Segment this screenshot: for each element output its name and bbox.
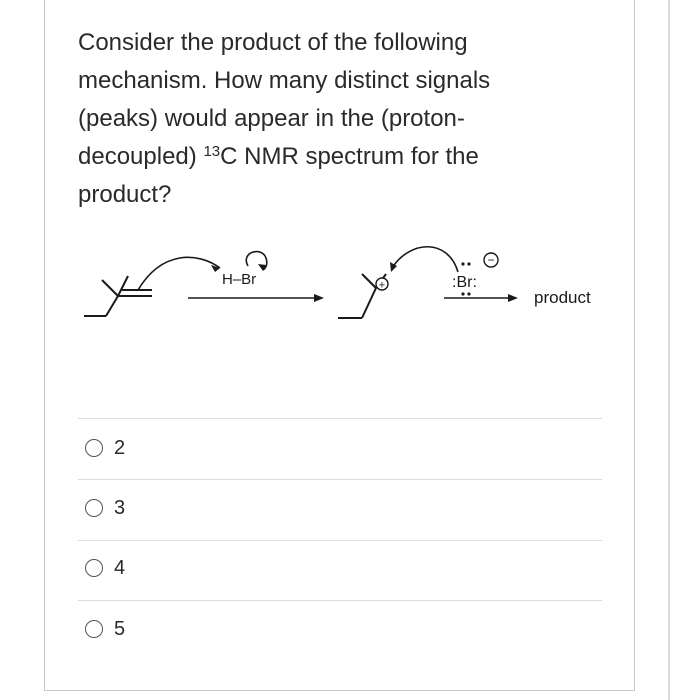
product-label: product: [534, 288, 591, 307]
reagent-hbr: H–Br: [222, 271, 257, 288]
curved-arrow-1: [138, 257, 220, 290]
svg-text:−: −: [487, 253, 495, 267]
curved-arrow-3: [392, 247, 458, 272]
mechanism-diagram: [80, 238, 620, 338]
option-5[interactable]: [85, 614, 125, 644]
option-4[interactable]: [85, 553, 125, 583]
divider: [78, 600, 602, 601]
option-label: 3: [114, 496, 126, 519]
radio-button[interactable]: [85, 559, 103, 577]
option-label: 2: [114, 436, 126, 459]
option-label: 5: [114, 617, 126, 640]
divider: [78, 418, 602, 419]
divider: [78, 540, 602, 541]
reagent-bromide: :Br:: [452, 274, 477, 291]
svg-text:+: +: [378, 279, 386, 292]
isotope-superscript: 13: [203, 143, 221, 160]
alkene-structure: [84, 276, 152, 316]
option-3[interactable]: [85, 493, 125, 523]
question-text: Consider the product of the following mechanism. How many distinct signals (peaks) would appear in the (proton-decoupled) $^{13}$C NMR spectrum for the product?: [78, 29, 491, 208]
radio-button[interactable]: [85, 499, 103, 517]
option-2[interactable]: [85, 433, 125, 463]
reaction-arrow-1: [314, 294, 324, 302]
divider: [78, 479, 602, 480]
option-label: 4: [114, 556, 126, 579]
scrollbar-track: [668, 0, 670, 700]
reaction-arrow-2: [508, 294, 518, 302]
radio-button[interactable]: [85, 439, 103, 457]
radio-button[interactable]: [85, 620, 103, 638]
